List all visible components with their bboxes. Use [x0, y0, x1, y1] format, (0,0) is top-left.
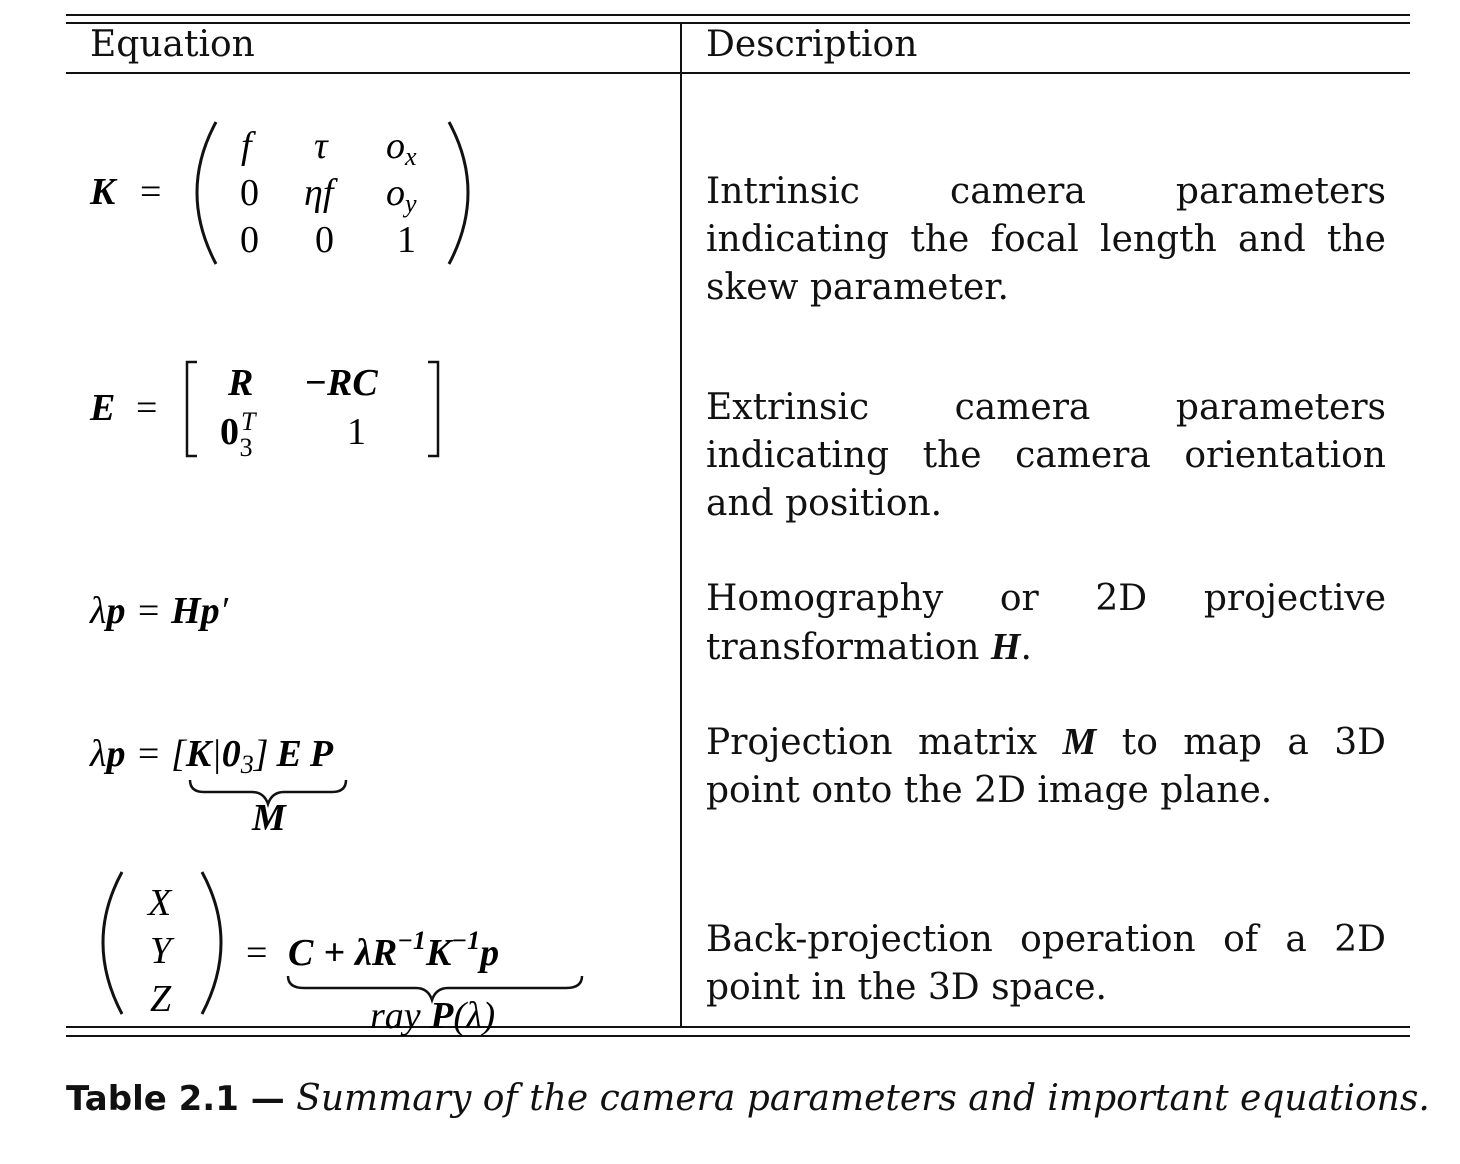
description-homography-text: Homography or 2D projective transformation	[706, 578, 1386, 668]
svg-text:K: K	[90, 171, 116, 213]
svg-text:ηf: ηf	[304, 172, 334, 214]
svg-text:−RC: −RC	[304, 362, 378, 404]
description-projection-text: Projection matrix	[706, 722, 1063, 763]
equations-math	[66, 14, 680, 1037]
svg-text:R: R	[228, 362, 254, 404]
table-caption	[66, 1078, 1430, 1119]
description-projection-rest: to map a 3D point onto the 2D image plane.	[706, 722, 1386, 811]
description-extrinsic: Extrinsic camera parameters indicating the camera orientation and position.	[706, 387, 1386, 524]
svg-text:=: =	[140, 171, 162, 213]
svg-text:f: f	[241, 125, 252, 167]
bottom-rule	[66, 1035, 1410, 1037]
svg-text:oy: oy	[386, 172, 417, 218]
description-homography	[706, 575, 1386, 672]
equation-intrinsic-matrix	[89, 122, 468, 264]
svg-text:C+λR−1K−1p: $C + \lambda R^{-1}K^{-1}p$	[288, 926, 500, 974]
svg-text:0: 0	[240, 172, 259, 214]
column-divider	[680, 23, 682, 1027]
description-homography-end: .	[1020, 627, 1032, 668]
svg-text:ox: ox	[386, 125, 417, 171]
svg-text:0: 0	[240, 219, 259, 261]
svg-text:X: X	[148, 882, 172, 924]
svg-text:τ: τ	[314, 125, 328, 167]
svg-text:M: M	[252, 797, 286, 839]
svg-text:E: E	[90, 387, 116, 429]
description-intrinsic: Intrinsic camera parameters indicating the focal length and the skew parameter.	[706, 171, 1386, 308]
svg-text:0: 0	[315, 219, 334, 261]
header-description: Description	[706, 24, 918, 65]
caption-label: Table 2.1 —	[66, 1079, 285, 1119]
description-projection-symbol: M	[1062, 721, 1097, 763]
description-backprojection: Back-projection operation of a 2D point in the 3D space.	[706, 919, 1386, 1008]
equation-homography	[89, 590, 229, 632]
description-homography-symbol: H	[990, 626, 1021, 668]
equations-table	[66, 14, 1410, 1038]
caption-text: Summary of the camera parameters and important equations.	[296, 1078, 1430, 1119]
description-projection	[706, 718, 1386, 815]
svg-text:λp=Hp′: λp = Hp′	[90, 590, 228, 632]
svg-text:Z: Z	[150, 978, 172, 1020]
equation-backprojection	[103, 872, 582, 1037]
svg-text:=: =	[246, 932, 268, 974]
svg-text:0T3: $0^T$ 3	[220, 407, 256, 462]
equation-projection	[89, 733, 346, 839]
svg-text:λp=[K|03]EP: λp = [K|03] E P	[90, 733, 334, 779]
svg-text:Y: Y	[150, 930, 172, 972]
svg-text:1: 1	[347, 411, 366, 453]
equation-extrinsic-matrix	[89, 362, 438, 462]
header-equation: Equation	[90, 24, 255, 65]
svg-text:=: =	[136, 387, 158, 429]
svg-text:1: 1	[397, 219, 416, 261]
svg-text:ray P(λ): ray P(λ)	[370, 995, 496, 1037]
